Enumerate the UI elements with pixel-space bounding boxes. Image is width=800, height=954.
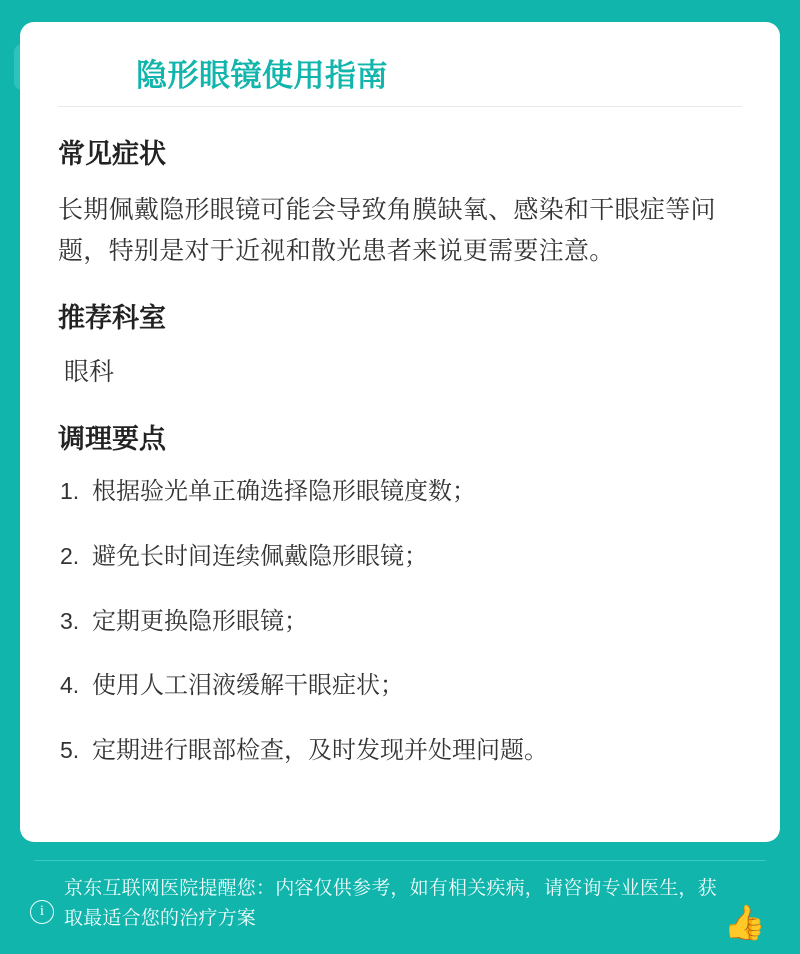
list-item: 避免长时间连续佩戴隐形眼镜； [92,542,428,570]
list-item: 使用人工泪液缓解干眼症状； [92,672,404,700]
section-heading-care-points: 调理要点 [58,423,166,454]
page-title: 隐形眼镜使用指南 [136,58,388,93]
thumbs-up-icon[interactable]: 👍 [723,904,766,942]
footer-disclaimer [20,860,780,954]
list-item: 定期进行眼部检查，及时发现并处理问题。 [92,737,548,765]
section-text-symptoms: 长期佩戴隐形眼镜可能会导致角膜缺氧、感染和干眼症等问题，特别是对于近视和散光患者来说更需要注意。 [58,196,716,265]
title-divider [58,106,742,107]
section-heading-department: 推荐科室 [58,303,166,334]
section-heading-symptoms: 常见症状 [58,139,166,170]
list-item: 定期更换隐形眼镜； [92,607,308,635]
section-text-department: 眼科 [64,358,115,387]
footer-divider [34,860,766,861]
care-points-list [58,475,742,769]
info-icon: i [30,900,54,924]
list-item: 根据验光单正确选择隐形眼镜度数； [92,478,476,506]
disclaimer-text: 京东互联网医院提醒您：内容仅供参考，如有相关疾病，请咨询专业医生，获取最适合您的治疗方案 [64,878,717,930]
content-card [20,22,780,842]
